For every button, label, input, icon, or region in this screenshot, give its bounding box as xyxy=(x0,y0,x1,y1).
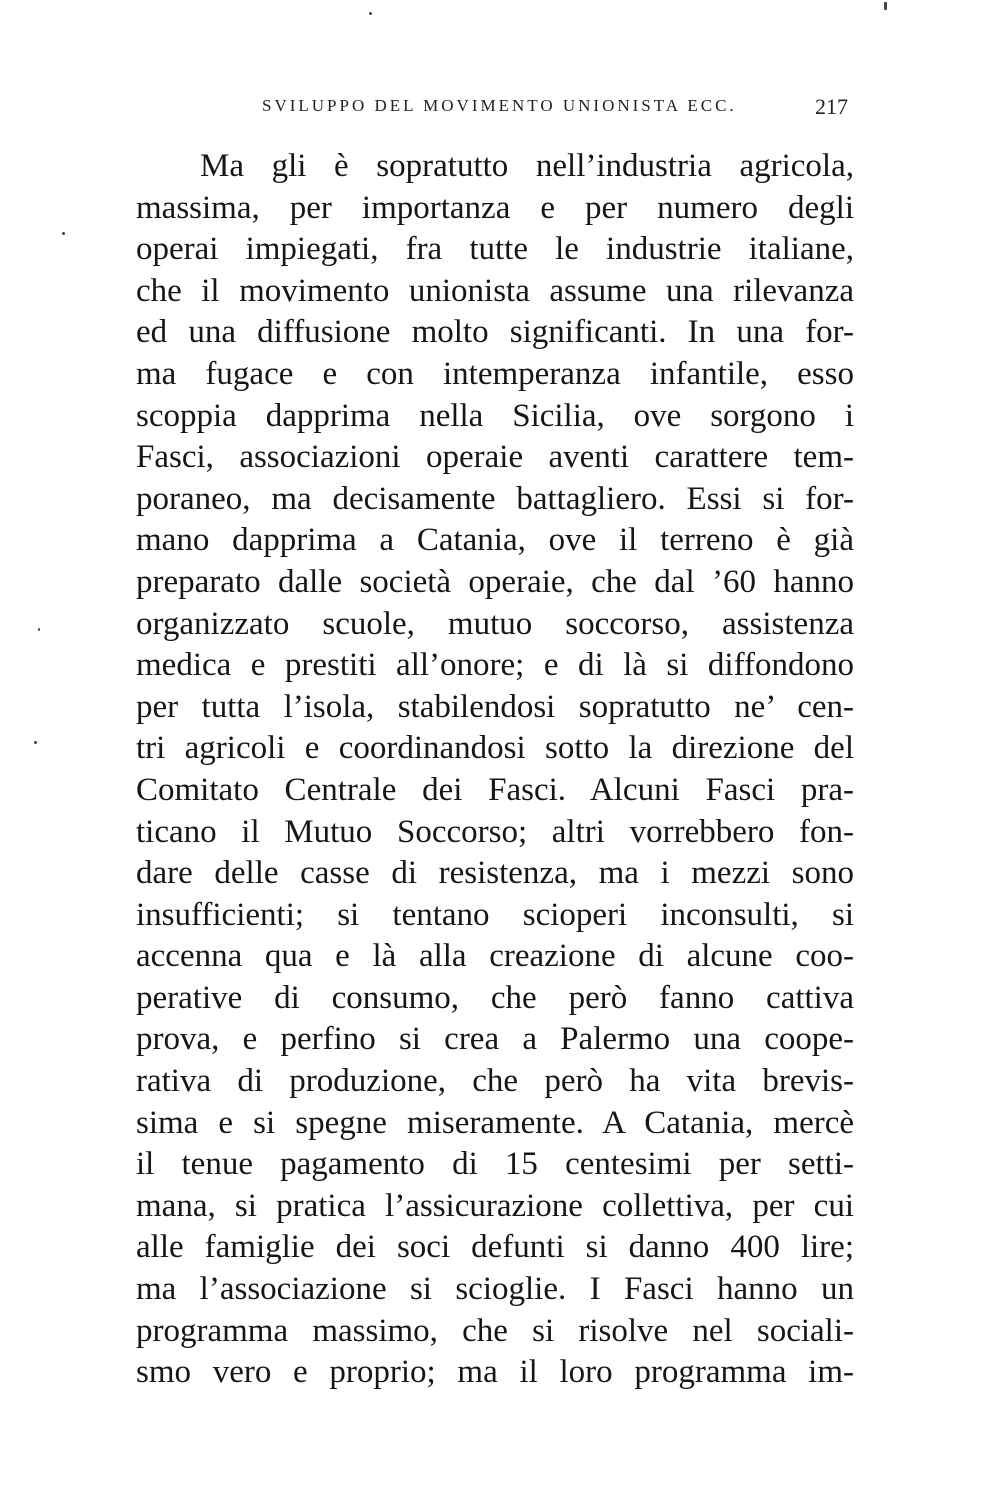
text-line: ma l’associazione si scioglie. I Fasci hanno un xyxy=(136,1271,854,1308)
page-number: 217 xyxy=(815,94,848,119)
text-line: rativa di produzione, che però ha vita brevis- xyxy=(136,1063,854,1100)
scan-speck xyxy=(62,232,65,235)
body-paragraph xyxy=(136,146,854,1394)
scan-speck xyxy=(369,12,372,15)
text-line: poraneo, ma decisamente battagliero. Essi si for- xyxy=(136,480,854,517)
text-line: il tenue pagamento di 15 centesimi per setti- xyxy=(136,1146,854,1183)
text-line: programma massimo, che si risolve nel sociali- xyxy=(136,1312,854,1349)
text-line: accenna qua e là alla creazione di alcune coo- xyxy=(136,938,854,975)
text-line: Ma gli è sopratutto nell’industria agricola, xyxy=(200,148,854,184)
text-line: organizzato scuole, mutuo soccorso, assistenza xyxy=(136,605,854,642)
text-line: mano dapprima a Catania, ove il terreno è già xyxy=(136,522,854,559)
text-line: alle famiglie dei soci defunti si danno 400 lire; xyxy=(136,1229,854,1266)
text-line: Comitato Centrale dei Fasci. Alcuni Fasci pra- xyxy=(136,771,854,808)
scan-speck xyxy=(884,2,887,10)
text-line: insufficienti; si tentano scioperi inconsulti, si xyxy=(136,896,854,933)
running-head: SVILUPPO DEL MOVIMENTO UNIONISTA ECC. xyxy=(262,96,737,115)
text-line: che il movimento unionista assume una rilevanza xyxy=(136,272,854,309)
text-line: perative di consumo, che però fanno cattiva xyxy=(136,979,854,1016)
scan-speck xyxy=(38,628,40,631)
text-line: mana, si pratica l’assicurazione collettiva, per cui xyxy=(136,1187,854,1224)
text-line: ticano il Mutuo Soccorso; altri vorrebbero fon- xyxy=(136,813,854,850)
text-line: dare delle casse di resistenza, ma i mezzi sono xyxy=(136,855,854,892)
text-line: operai impiegati, fra tutte le industrie italiane, xyxy=(136,231,854,268)
text-line: ma fugace e con intemperanza infantile, esso xyxy=(136,355,854,392)
text-line: Fasci, associazioni operaie aventi carattere tem- xyxy=(136,439,854,476)
text-line: sima e si spegne miseramente. A Catania, mercè xyxy=(136,1104,854,1141)
scan-speck xyxy=(34,741,37,744)
text-line: tri agricoli e coordinandosi sotto la direzione del xyxy=(136,730,854,767)
text-line: prova, e perfino si crea a Palermo una coope- xyxy=(136,1021,854,1058)
text-line: smo vero e proprio; ma il loro programma im- xyxy=(136,1354,854,1391)
text-line: per tutta l’isola, stabilendosi sopratutto ne’ cen- xyxy=(136,688,854,725)
text-line: scoppia dapprima nella Sicilia, ove sorgono i xyxy=(136,397,854,434)
text-line: preparato dalle società operaie, che dal ’60 hanno xyxy=(136,563,854,600)
text-line: ed una diffusione molto significanti. In una for- xyxy=(136,314,854,351)
text-line: massima, per importanza e per numero degli xyxy=(136,189,854,226)
text-line: medica e prestiti all’onore; e di là si diffondono xyxy=(136,647,854,684)
